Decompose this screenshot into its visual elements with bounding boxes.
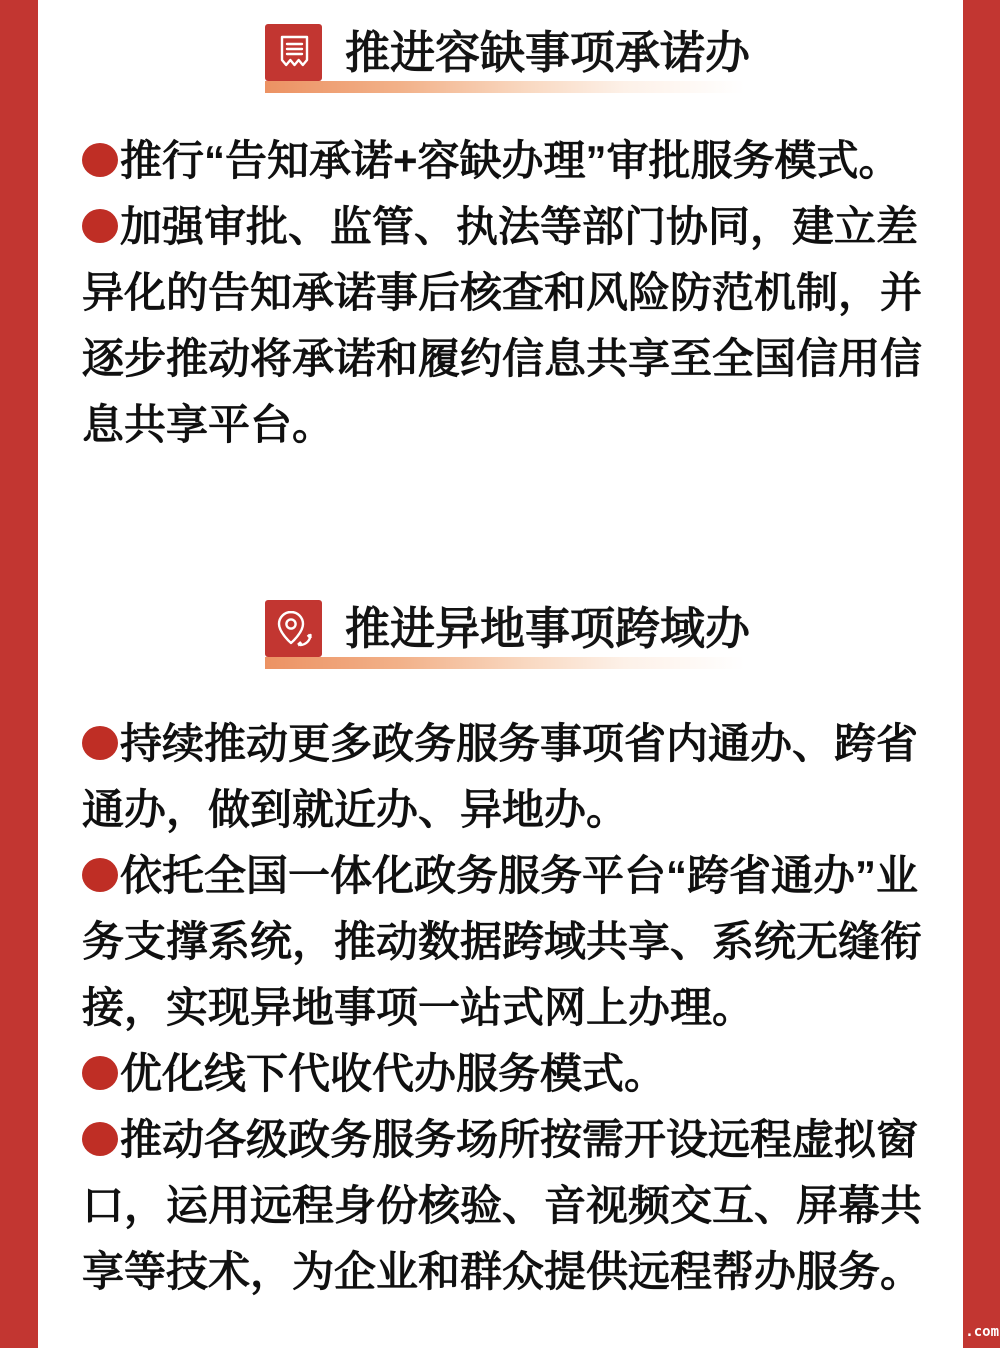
bullet-item-text: 推行“告知承诺+容缺办理”审批服务模式。 xyxy=(120,137,901,184)
section-header-1 xyxy=(265,24,750,81)
bullet-item xyxy=(82,1041,927,1107)
bullet-item-text: 加强审批、监管、执法等部门协同，建立差异化的告知承诺事后核查和风险防范机制，并逐步推动将承诺和履约信息共享至全国信用信息共享平台。 xyxy=(82,203,923,448)
bullet-dot-icon xyxy=(82,1056,118,1090)
bullet-item-text: 推动各级政务服务场所按需开设远程虚拟窗口，运用远程身份核验、音视频交互、屏幕共享等技术，为企业和群众提供远程帮办服务。 xyxy=(82,1116,923,1295)
section-header-2 xyxy=(265,600,750,657)
bullet-item xyxy=(82,194,927,458)
section-title-1: 推进容缺事项承诺办 xyxy=(345,27,751,78)
watermark: .com xyxy=(965,1324,999,1340)
certificate-icon xyxy=(265,24,322,81)
section-body-1 xyxy=(82,128,927,458)
bullet-dot-icon xyxy=(82,858,118,892)
bullet-dot-icon xyxy=(82,143,118,177)
bullet-item xyxy=(82,128,927,194)
bullet-item xyxy=(82,711,927,843)
bullet-dot-icon xyxy=(82,209,118,243)
section-title-2: 推进异地事项跨域办 xyxy=(345,603,751,654)
bullet-dot-icon xyxy=(82,1122,118,1156)
bullet-item-text: 持续推动更多政务服务事项省内通办、跨省通办，做到就近办、异地办。 xyxy=(82,720,919,833)
header-underline-1 xyxy=(265,81,745,93)
header-underline-2 xyxy=(265,657,745,669)
section-body-2 xyxy=(82,711,927,1305)
bullet-dot-icon xyxy=(82,726,118,760)
left-border-bar xyxy=(0,0,38,1348)
bullet-item xyxy=(82,843,927,1041)
location-pin-phone-icon xyxy=(265,600,322,657)
right-border-bar xyxy=(963,0,1000,1348)
bullet-item-text: 依托全国一体化政务服务平台“跨省通办”业务支撑系统，推动数据跨域共享、系统无缝衔接，实现异地事项一站式网上办理。 xyxy=(82,852,923,1031)
bullet-item xyxy=(82,1107,927,1305)
bullet-item-text: 优化线下代收代办服务模式。 xyxy=(120,1050,667,1097)
